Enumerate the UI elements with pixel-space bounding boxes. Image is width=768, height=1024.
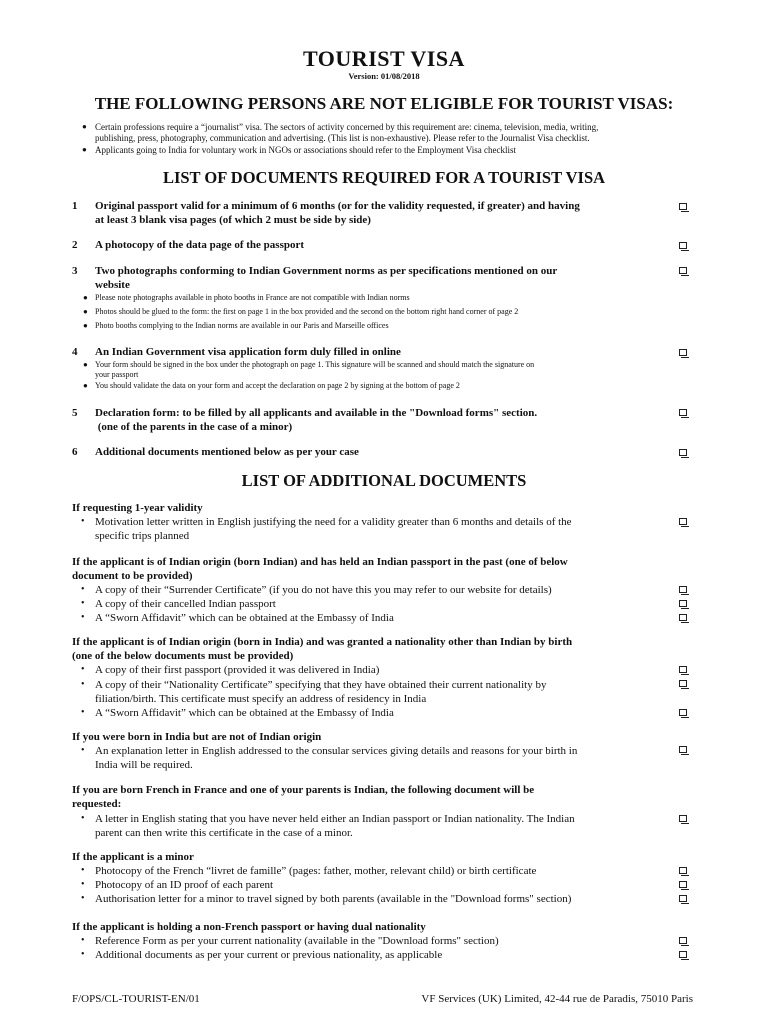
version-label: Version: 01/08/2018 <box>348 71 420 81</box>
item-checkbox[interactable] <box>679 815 687 822</box>
list-item: • An explanation letter in English addressed to the consular services giving details and reasons for your birth in India will be required. <box>81 745 578 771</box>
doc-note: ● Photo booths complying to the Indian norms are available in our Paris and Marseille offices <box>83 321 389 330</box>
list-item: • A copy of their “Surrender Certificate” (if you do not have this you may refer to our website for details) <box>81 584 552 596</box>
doc-text: A photocopy of the data page of the passport <box>95 239 305 251</box>
doc-note: ● Please note photographs available in photo booths in France are not compatible with Indian norms <box>83 293 410 302</box>
list-item: • A letter in English stating that you have never held either an Indian passport or Indian nationality. The Indian parent can then write this certificate in the case of a minor. <box>81 813 575 839</box>
section-heading: If the applicant is of Indian origin (born Indian) and has held an Indian passport in the past (one of below document to be provided) <box>72 556 568 582</box>
list-item: • Reference Form as per your current nationality (available in the "Download forms" section) <box>81 935 499 947</box>
doc-number: 4 <box>72 346 78 358</box>
item-checkbox[interactable] <box>679 666 687 673</box>
section-heading: If the applicant is holding a non-French passport or having dual nationality <box>72 921 426 933</box>
doc-text: Two photographs conforming to Indian Government norms as per specifications mentioned on our website <box>95 265 558 291</box>
doc-note-continued: your passport <box>95 370 139 379</box>
item-checkbox[interactable] <box>679 518 687 525</box>
doc-checkbox[interactable] <box>679 242 687 249</box>
list-item: • A copy of their “Nationality Certificate” specifying that they have obtained their current nationality by filiation/birth. This certificate must specify an address of residency in India <box>81 679 547 705</box>
item-checkbox[interactable] <box>679 586 687 593</box>
doc-note: ● Your form should be signed in the box under the photograph on page 1. This signature will be scanned and should match the signature on <box>83 360 535 369</box>
item-checkbox[interactable] <box>679 895 687 902</box>
section-heading: If requesting 1-year validity <box>72 502 203 514</box>
doc-checkbox[interactable] <box>679 267 687 274</box>
doc-text: Declaration form: to be filled by all applicants and available in the "Download forms" section. (one of the parents in the case of a minor) <box>95 407 538 433</box>
additional-docs-heading: LIST OF ADDITIONAL DOCUMENTS <box>241 471 527 490</box>
doc-number: 3 <box>72 265 78 277</box>
list-item: • Additional documents as per your current or previous nationality, as applicable <box>81 949 443 961</box>
doc-number: 6 <box>72 446 78 458</box>
doc-text: An Indian Government visa application form duly filled in online <box>95 346 401 358</box>
list-item: • Photocopy of the French “livret de famille” (pages: father, mother, relevant child) or birth certificate <box>81 865 537 877</box>
doc-number: 1 <box>72 200 78 212</box>
section-heading: If the applicant is a minor <box>72 851 194 863</box>
ineligible-heading: THE FOLLOWING PERSONS ARE NOT ELIGIBLE FOR TOURIST VISAS: <box>94 94 674 113</box>
doc-checkbox[interactable] <box>679 409 687 416</box>
ineligible-item: ● Certain professions require a “journalist” visa. The sectors of activity concerned by this requirement are: cinema, television, media, writing, <box>82 122 599 132</box>
item-checkbox[interactable] <box>679 937 687 944</box>
doc-checkbox[interactable] <box>679 203 687 210</box>
list-item: • A copy of their first passport (provided it was delivered in India) <box>81 664 380 676</box>
section-heading: If you are born French in France and one of your parents is Indian, the following document will be requested: <box>72 784 535 810</box>
list-item: • A “Sworn Affidavit” which can be obtained at the Embassy of India <box>81 612 394 624</box>
item-checkbox[interactable] <box>679 951 687 958</box>
doc-number: 5 <box>72 407 78 419</box>
section-heading: If you were born in India but are not of Indian origin <box>72 731 322 743</box>
ineligible-item-continued: publishing, press, photography, communication and advertising. (This list is non-exhaustive). Please refer to the Journalist Visa checklist. <box>95 133 590 143</box>
list-item: • Authorisation letter for a minor to travel signed by both parents (available in the "Download forms" section) <box>81 893 572 905</box>
doc-text: Additional documents mentioned below as per your case <box>95 446 359 458</box>
item-checkbox[interactable] <box>679 600 687 607</box>
ineligible-item: ● Applicants going to India for voluntary work in NGOs or associations should refer to the Employment Visa checklist <box>82 145 516 155</box>
list-item: • Photocopy of an ID proof of each parent <box>81 879 274 891</box>
required-docs-heading: LIST OF DOCUMENTS REQUIRED FOR A TOURIST VISA <box>162 168 606 187</box>
list-item: • A “Sworn Affidavit” which can be obtained at the Embassy of India <box>81 707 394 719</box>
footer-address: VF Services (UK) Limited, 42-44 rue de Paradis, 75010 Paris <box>421 993 693 1005</box>
doc-text: Original passport valid for a minimum of 6 months (or for the validity requested, if greater) and having at least 3 blank visa pages (of which 2 must be side by side) <box>95 200 580 226</box>
section-heading: If the applicant is of Indian origin (born in India) and was granted a nationality other than Indian by birth (one of the below documents must be provided) <box>72 636 573 662</box>
doc-note: ● Photos should be glued to the form: the first on page 1 in the box provided and the second on the bottom right hand corner of page 2 <box>83 307 519 316</box>
item-checkbox[interactable] <box>679 867 687 874</box>
doc-note: ● You should validate the data on your form and accept the declaration on page 2 by signing at the bottom of page 2 <box>83 381 460 390</box>
page-title: TOURIST VISA <box>303 46 465 71</box>
doc-checkbox[interactable] <box>679 349 687 356</box>
item-checkbox[interactable] <box>679 614 687 621</box>
item-checkbox[interactable] <box>679 746 687 753</box>
item-checkbox[interactable] <box>679 709 687 716</box>
doc-checkbox[interactable] <box>679 449 687 456</box>
doc-number: 2 <box>72 239 78 251</box>
item-checkbox[interactable] <box>679 680 687 687</box>
list-item: • Motivation letter written in English justifying the need for a validity greater than 6 months and details of the specific trips planned <box>81 516 572 542</box>
list-item: • A copy of their cancelled Indian passport <box>81 598 276 610</box>
item-checkbox[interactable] <box>679 881 687 888</box>
footer-form-code: F/OPS/CL-TOURIST-EN/01 <box>72 993 200 1005</box>
